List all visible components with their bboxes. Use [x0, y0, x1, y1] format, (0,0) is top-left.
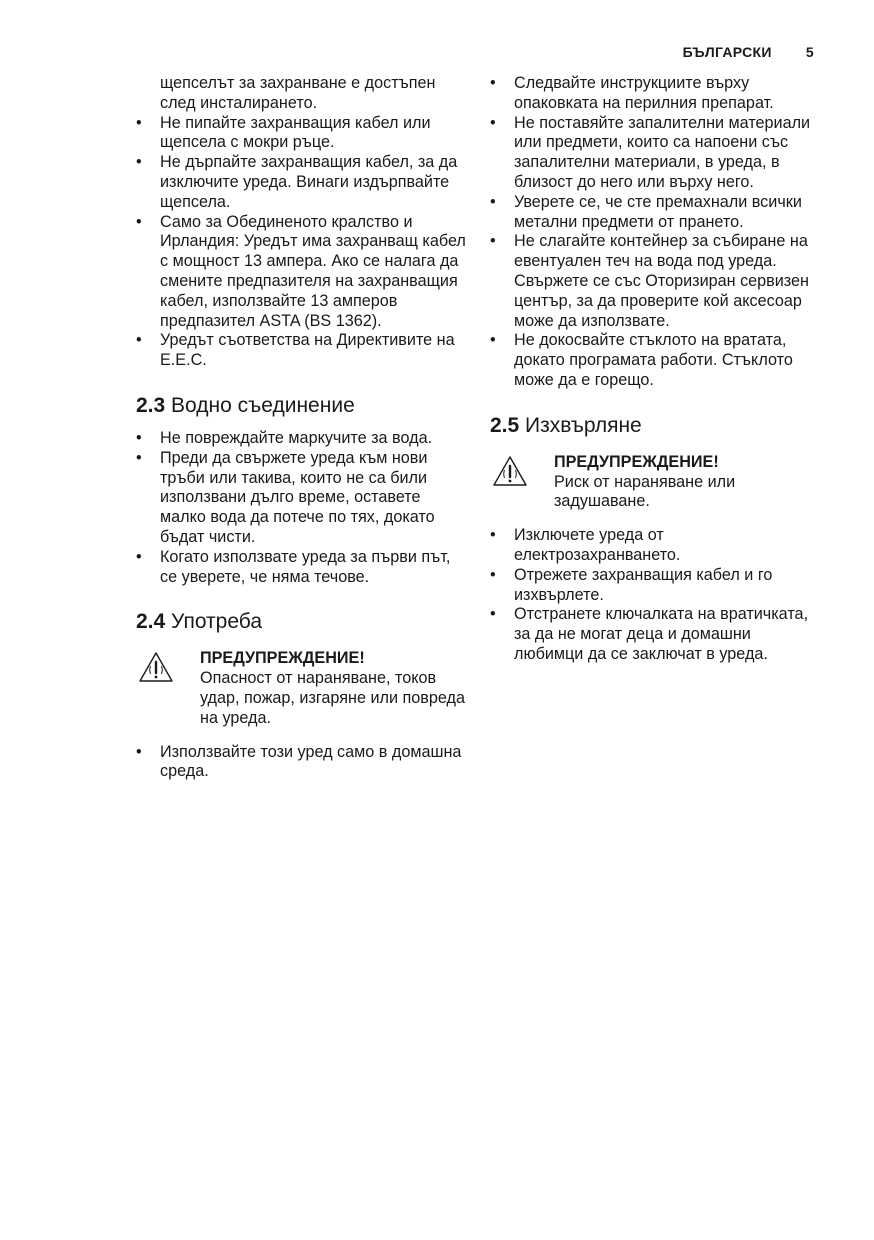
section-title: Водно съединение	[171, 393, 355, 417]
list-item: • Не слагайте контейнер за събиране на евентуален теч на вода под уреда. Свържете се със Оторизиран сервизен център, за да проверите кой аксесоар може да използвате.	[490, 232, 820, 331]
page-number: 5	[805, 44, 814, 60]
list-item: • Когато използвате уреда за първи път, се уверете, че няма течове.	[136, 548, 466, 588]
list-item: • Отстранете ключалката на вратичката, за да не могат деца и домашни любимци да се заключат в уреда.	[490, 605, 820, 664]
section-heading-2-4	[136, 609, 466, 635]
section-number: 2.3	[136, 393, 166, 417]
list-item: • Отрежете захранващия кабел и го изхвърлете.	[490, 566, 820, 606]
list-item: • Преди да свържете уреда към нови тръби или такива, които не са били използвани дълго време, оставете малко вода да потече по тях, докато бъдат чисти.	[136, 449, 466, 548]
warning-text: Риск от нараняване или задушаване.	[554, 472, 736, 511]
section-title: Изхвърляне	[525, 413, 642, 437]
warning-triangle-icon	[138, 651, 174, 683]
right-column	[490, 74, 820, 665]
warning-triangle-icon	[492, 455, 528, 487]
usage-list	[136, 743, 466, 783]
list-item: • Изключете уреда от електрозахранването.	[490, 526, 820, 566]
list-item: • Уредът съответства на Директивите на E.E.C.	[136, 331, 466, 371]
warning-title: ПРЕДУПРЕЖДЕНИЕ!	[200, 649, 365, 668]
section-heading-2-3	[136, 393, 466, 419]
list-item: • Използвайте този уред само в домашна среда.	[136, 743, 466, 783]
section-title: Употреба	[171, 610, 262, 634]
warning-text: Опасност от нараняване, токов удар, пожар, изгаряне или повреда на уреда.	[200, 669, 465, 727]
left-intro-list	[136, 74, 466, 371]
section-heading-2-5	[490, 413, 820, 439]
header-language: БЪЛГАРСКИ	[682, 44, 772, 60]
list-item: • Само за Обединеното кралство и Ирландия: Уредът има захранващ кабел с мощност 13 ампера. Ако се налага да смените предпазителя на захранващия кабел, използвайте 13 амперов предпазител ASTA (BS 1362).	[136, 213, 466, 332]
warning-block	[136, 649, 466, 728]
list-item: • Не повреждайте маркучите за вода.	[136, 429, 466, 449]
list-item: • Не поставяйте запалителни материали или предмети, които са напоени със запалителни материали, в уреда, в близост до него или върху него.	[490, 114, 820, 193]
list-item: • Следвайте инструкциите върху опаковката на перилния препарат.	[490, 74, 820, 114]
water-connection-list	[136, 429, 466, 587]
section-number: 2.4	[136, 610, 166, 634]
disposal-list	[490, 526, 820, 665]
list-item: • Не докосвайте стъклото на вратата, докато програмата работи. Стъклото може да е горещо.	[490, 331, 820, 390]
warning-title: ПРЕДУПРЕЖДЕНИЕ!	[554, 452, 719, 471]
warning-block	[490, 453, 820, 512]
page-header	[683, 44, 814, 60]
list-item: • Не дърпайте захранващия кабел, за да изключите уреда. Винаги издърпвайте щепсела.	[136, 153, 466, 212]
list-item: • Уверете се, че сте премахнали всички метални предмети от прането.	[490, 193, 820, 233]
list-item: щепселът за захранване е достъпен след инсталирането.	[160, 74, 436, 112]
list-item: • Не пипайте захранващия кабел или щепсела с мокри ръце.	[136, 114, 466, 154]
left-column	[136, 74, 466, 782]
right-intro-list	[490, 74, 820, 391]
section-number: 2.5	[490, 413, 520, 437]
